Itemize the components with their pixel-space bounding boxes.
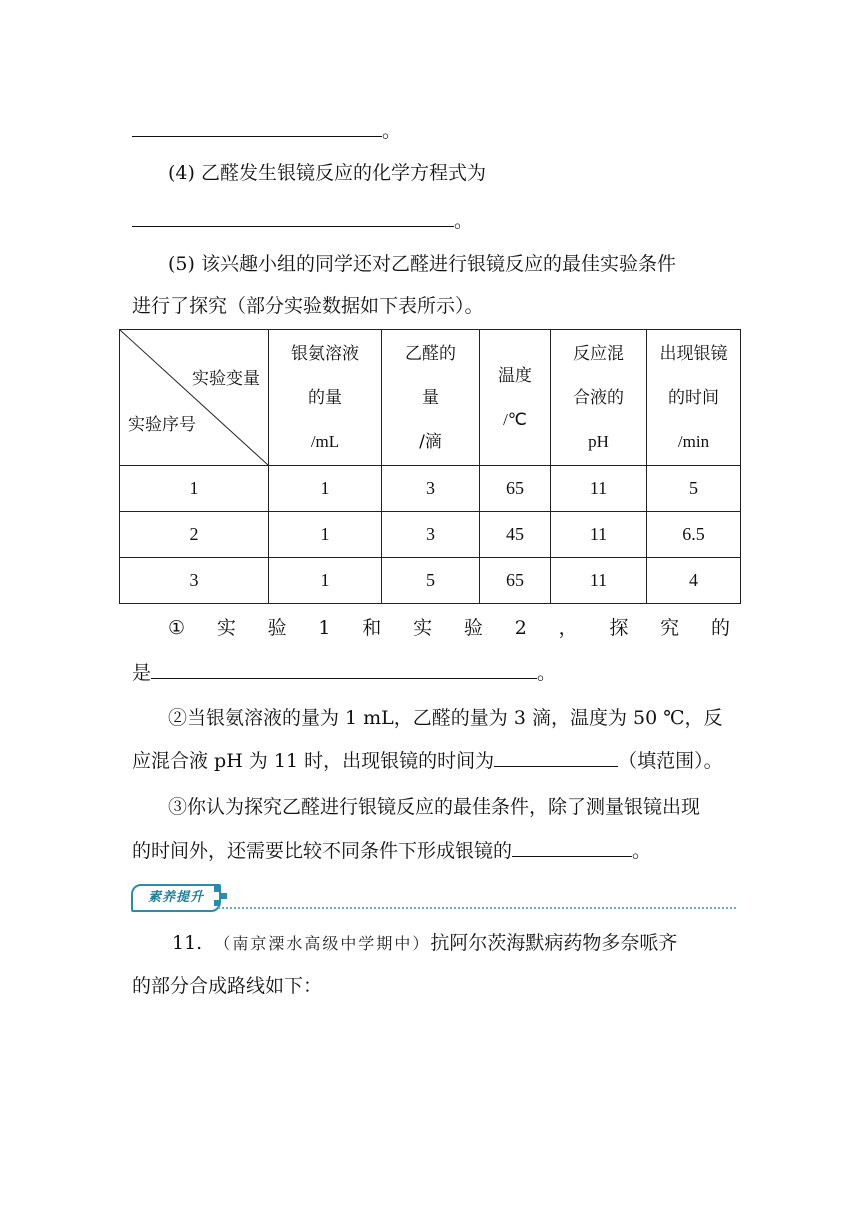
answer-blank [494, 746, 618, 767]
q5-sub1-line1: ① 实 验 1 和 实 验 2 ， 探 究 的 [168, 617, 730, 639]
header-time: 出现银镜 的时间 /min [647, 330, 741, 466]
section-dotted-rule [218, 907, 736, 909]
badge-deco-square [214, 886, 220, 892]
section-badge: 素养提升 [131, 884, 221, 912]
experiment-table [119, 329, 741, 604]
badge-deco-square [214, 900, 220, 906]
table-row: 3 1 5 65 11 4 [120, 558, 741, 604]
q11-line1: 11. （南京溧水高级中学期中）抗阿尔茨海默病药物多奈哌齐 [172, 932, 678, 954]
header-acetaldehyde: 乙醛的 量 /滴 [382, 330, 480, 466]
table-row: 1 1 3 65 11 5 [120, 466, 741, 512]
q5-sub3-line2: 的时间外，还需要比较不同条件下形成银镜的 。 [132, 836, 651, 865]
diagonal-divider [120, 330, 268, 465]
table-header-row [120, 330, 741, 466]
q3-answer-line: 。 [132, 116, 401, 145]
table-row: 2 1 3 45 11 6.5 [120, 512, 741, 558]
answer-blank [512, 836, 632, 857]
corner-variable-label: 实验变量 [192, 369, 260, 389]
q5-sub1-line2: 是 。 [132, 658, 556, 687]
q5-sub2-line2: 应混合液 pH 为 11 时，出现银镜的时间为 （填范围）。 [132, 746, 723, 775]
q5-prompt-line2: 进行了探究（部分实验数据如下表所示）。 [132, 295, 484, 317]
q11-line2: 的部分合成路线如下： [132, 975, 323, 997]
answer-blank [132, 116, 382, 137]
header-temperature: 温度 /℃ [480, 330, 551, 466]
table-corner-cell [120, 330, 269, 466]
q4-prompt: (4) 乙醛发生银镜反应的化学方程式为 [168, 162, 486, 184]
q5-sub3-line1: ③你认为探究乙醛进行银镜反应的最佳条件，除了测量银镜出现 [168, 796, 701, 818]
q5-sub2-line1: ②当银氨溶液的量为 1 mL，乙醛的量为 3 滴，温度为 50 ℃，反 [168, 707, 723, 729]
header-ph: 反应混 合液的 pH [551, 330, 647, 466]
answer-blank [151, 658, 537, 679]
badge-deco-square [221, 893, 227, 899]
q4-answer-line: 。 [132, 206, 473, 235]
corner-index-label: 实验序号 [128, 415, 196, 435]
header-silver-ammonia: 银氨溶液 的量 /mL [269, 330, 382, 466]
answer-blank [132, 206, 454, 227]
q5-prompt-line1: (5) 该兴趣小组的同学还对乙醛进行银镜反应的最佳实验条件 [168, 253, 676, 275]
